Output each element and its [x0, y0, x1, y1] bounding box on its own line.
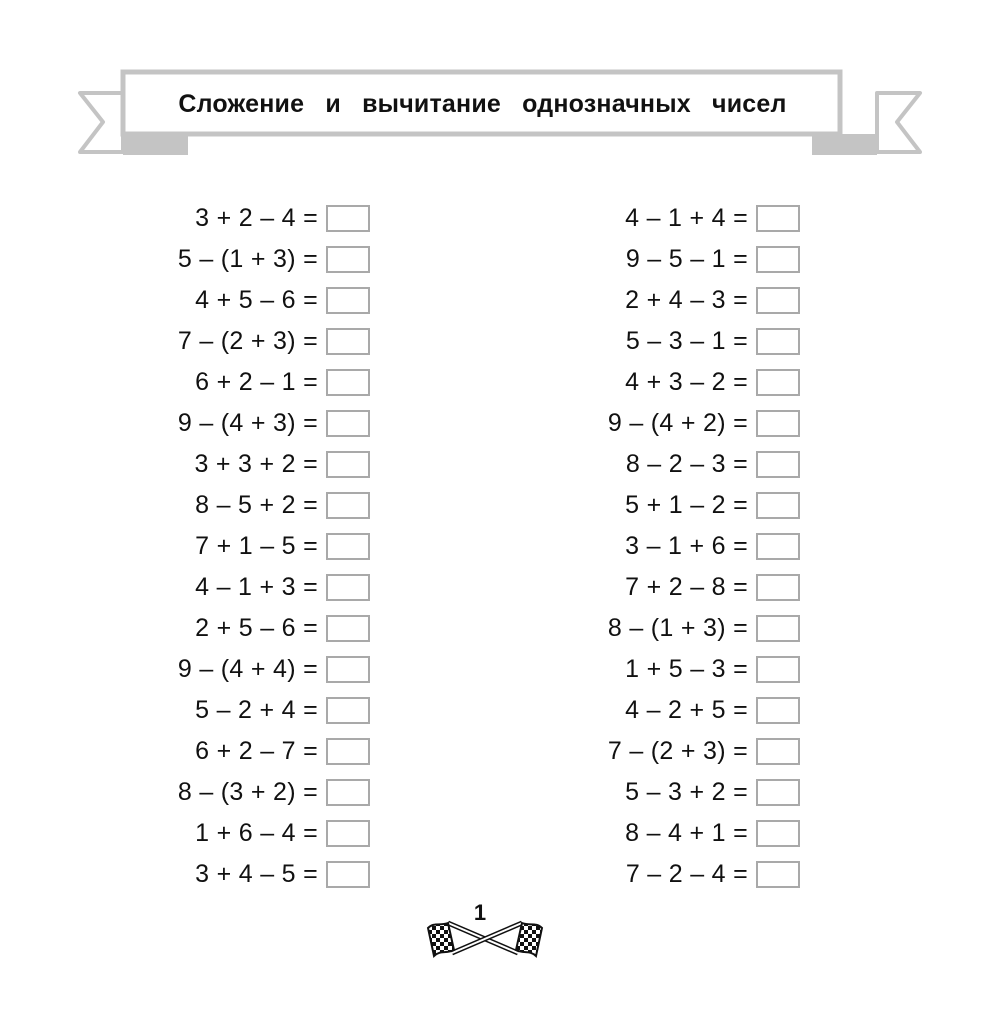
- exercise-expression: 8 – (3 + 2) =: [177, 778, 318, 806]
- answer-box[interactable]: [326, 492, 370, 519]
- exercise-row: [40, 198, 370, 239]
- answer-box[interactable]: [756, 697, 800, 724]
- exercise-expression: 2 + 4 – 3 =: [625, 286, 748, 314]
- answer-box[interactable]: [756, 246, 800, 273]
- exercise-expression: 6 + 2 – 1 =: [195, 368, 318, 396]
- exercise-row: [470, 444, 800, 485]
- exercise-expression: 4 + 5 – 6 =: [195, 286, 318, 314]
- exercise-expression: 8 – 2 – 3 =: [625, 450, 748, 478]
- exercise-expression: 5 – 3 – 1 =: [625, 327, 748, 355]
- answer-box[interactable]: [326, 697, 370, 724]
- exercise-row: [40, 362, 370, 403]
- exercise-row: [470, 567, 800, 608]
- exercise-expression: 4 + 3 – 2 =: [625, 368, 748, 396]
- exercise-row: [40, 444, 370, 485]
- answer-box[interactable]: [326, 205, 370, 232]
- exercise-row: [470, 690, 800, 731]
- exercise-row: [470, 485, 800, 526]
- exercise-expression: 7 – (2 + 3) =: [607, 737, 748, 765]
- answer-box[interactable]: [326, 369, 370, 396]
- exercise-expression: 5 + 1 – 2 =: [625, 491, 748, 519]
- exercise-column-right: [470, 198, 800, 895]
- exercise-expression: 5 – 3 + 2 =: [625, 778, 748, 806]
- exercise-row: [470, 649, 800, 690]
- exercise-row: [470, 813, 800, 854]
- answer-box[interactable]: [756, 861, 800, 888]
- exercise-expression: 7 – 2 – 4 =: [625, 860, 748, 888]
- answer-box[interactable]: [756, 820, 800, 847]
- exercise-row: [470, 772, 800, 813]
- page-footer: [420, 898, 550, 973]
- exercise-expression: 1 + 5 – 3 =: [625, 655, 748, 683]
- exercise-row: [470, 608, 800, 649]
- exercise-row: [40, 608, 370, 649]
- exercise-row: [40, 403, 370, 444]
- answer-box[interactable]: [756, 738, 800, 765]
- answer-box[interactable]: [326, 287, 370, 314]
- exercise-row: [40, 731, 370, 772]
- answer-box[interactable]: [756, 574, 800, 601]
- exercise-expression: 7 + 2 – 8 =: [625, 573, 748, 601]
- answer-box[interactable]: [756, 656, 800, 683]
- answer-box[interactable]: [326, 615, 370, 642]
- answer-box[interactable]: [326, 861, 370, 888]
- exercise-row: [40, 239, 370, 280]
- exercise-expression: 4 – 2 + 5 =: [625, 696, 748, 724]
- answer-box[interactable]: [756, 492, 800, 519]
- exercise-row: [470, 731, 800, 772]
- exercise-row: [40, 772, 370, 813]
- exercise-expression: 3 + 2 – 4 =: [195, 204, 318, 232]
- exercise-expression: 2 + 5 – 6 =: [195, 614, 318, 642]
- answer-box[interactable]: [326, 820, 370, 847]
- exercise-expression: 9 – (4 + 3) =: [177, 409, 318, 437]
- exercise-expression: 3 – 1 + 6 =: [625, 532, 748, 560]
- exercise-expression: 4 – 1 + 4 =: [625, 204, 748, 232]
- exercise-row: [470, 403, 800, 444]
- answer-box[interactable]: [326, 738, 370, 765]
- answer-box[interactable]: [756, 779, 800, 806]
- exercise-expression: 7 – (2 + 3) =: [177, 327, 318, 355]
- exercise-row: [470, 854, 800, 895]
- exercise-expression: 3 + 4 – 5 =: [195, 860, 318, 888]
- answer-box[interactable]: [756, 615, 800, 642]
- exercise-expression: 8 – 5 + 2 =: [195, 491, 318, 519]
- exercise-row: [40, 321, 370, 362]
- answer-box[interactable]: [756, 205, 800, 232]
- page-number: 1: [473, 900, 487, 925]
- exercise-row: [470, 198, 800, 239]
- exercise-expression: 4 – 1 + 3 =: [195, 573, 318, 601]
- answer-box[interactable]: [326, 451, 370, 478]
- answer-box[interactable]: [326, 533, 370, 560]
- answer-box[interactable]: [326, 656, 370, 683]
- exercise-row: [40, 485, 370, 526]
- exercise-row: [40, 690, 370, 731]
- answer-box[interactable]: [756, 287, 800, 314]
- exercise-row: [40, 280, 370, 321]
- answer-box[interactable]: [756, 451, 800, 478]
- exercise-row: [40, 813, 370, 854]
- exercise-expression: 3 + 3 + 2 =: [194, 450, 318, 478]
- exercise-row: [40, 854, 370, 895]
- exercise-expression: 7 + 1 – 5 =: [195, 532, 318, 560]
- exercise-expression: 8 – (1 + 3) =: [607, 614, 748, 642]
- answer-box[interactable]: [326, 779, 370, 806]
- exercise-row: [470, 321, 800, 362]
- exercise-expression: 5 – 2 + 4 =: [195, 696, 318, 724]
- answer-box[interactable]: [326, 328, 370, 355]
- exercise-expression: 6 + 2 – 7 =: [195, 737, 318, 765]
- exercise-column-left: [40, 198, 370, 895]
- exercise-row: [470, 526, 800, 567]
- exercise-row: [470, 362, 800, 403]
- answer-box[interactable]: [756, 410, 800, 437]
- exercise-expression: 8 – 4 + 1 =: [625, 819, 748, 847]
- exercise-expression: 5 – (1 + 3) =: [177, 245, 318, 273]
- exercise-row: [40, 567, 370, 608]
- exercise-expression: 9 – 5 – 1 =: [625, 245, 748, 273]
- exercise-row: [40, 649, 370, 690]
- exercise-row: [470, 280, 800, 321]
- answer-box[interactable]: [326, 246, 370, 273]
- exercise-expression: 9 – (4 + 4) =: [177, 655, 318, 683]
- answer-box[interactable]: [326, 410, 370, 437]
- exercise-row: [470, 239, 800, 280]
- exercise-expression: 9 – (4 + 2) =: [607, 409, 748, 437]
- answer-box[interactable]: [756, 328, 800, 355]
- answer-box[interactable]: [756, 533, 800, 560]
- exercise-expression: 1 + 6 – 4 =: [195, 819, 318, 847]
- answer-box[interactable]: [756, 369, 800, 396]
- exercise-row: [40, 526, 370, 567]
- page-title: Сложение и вычитание однозначных чисел: [178, 89, 787, 118]
- answer-box[interactable]: [326, 574, 370, 601]
